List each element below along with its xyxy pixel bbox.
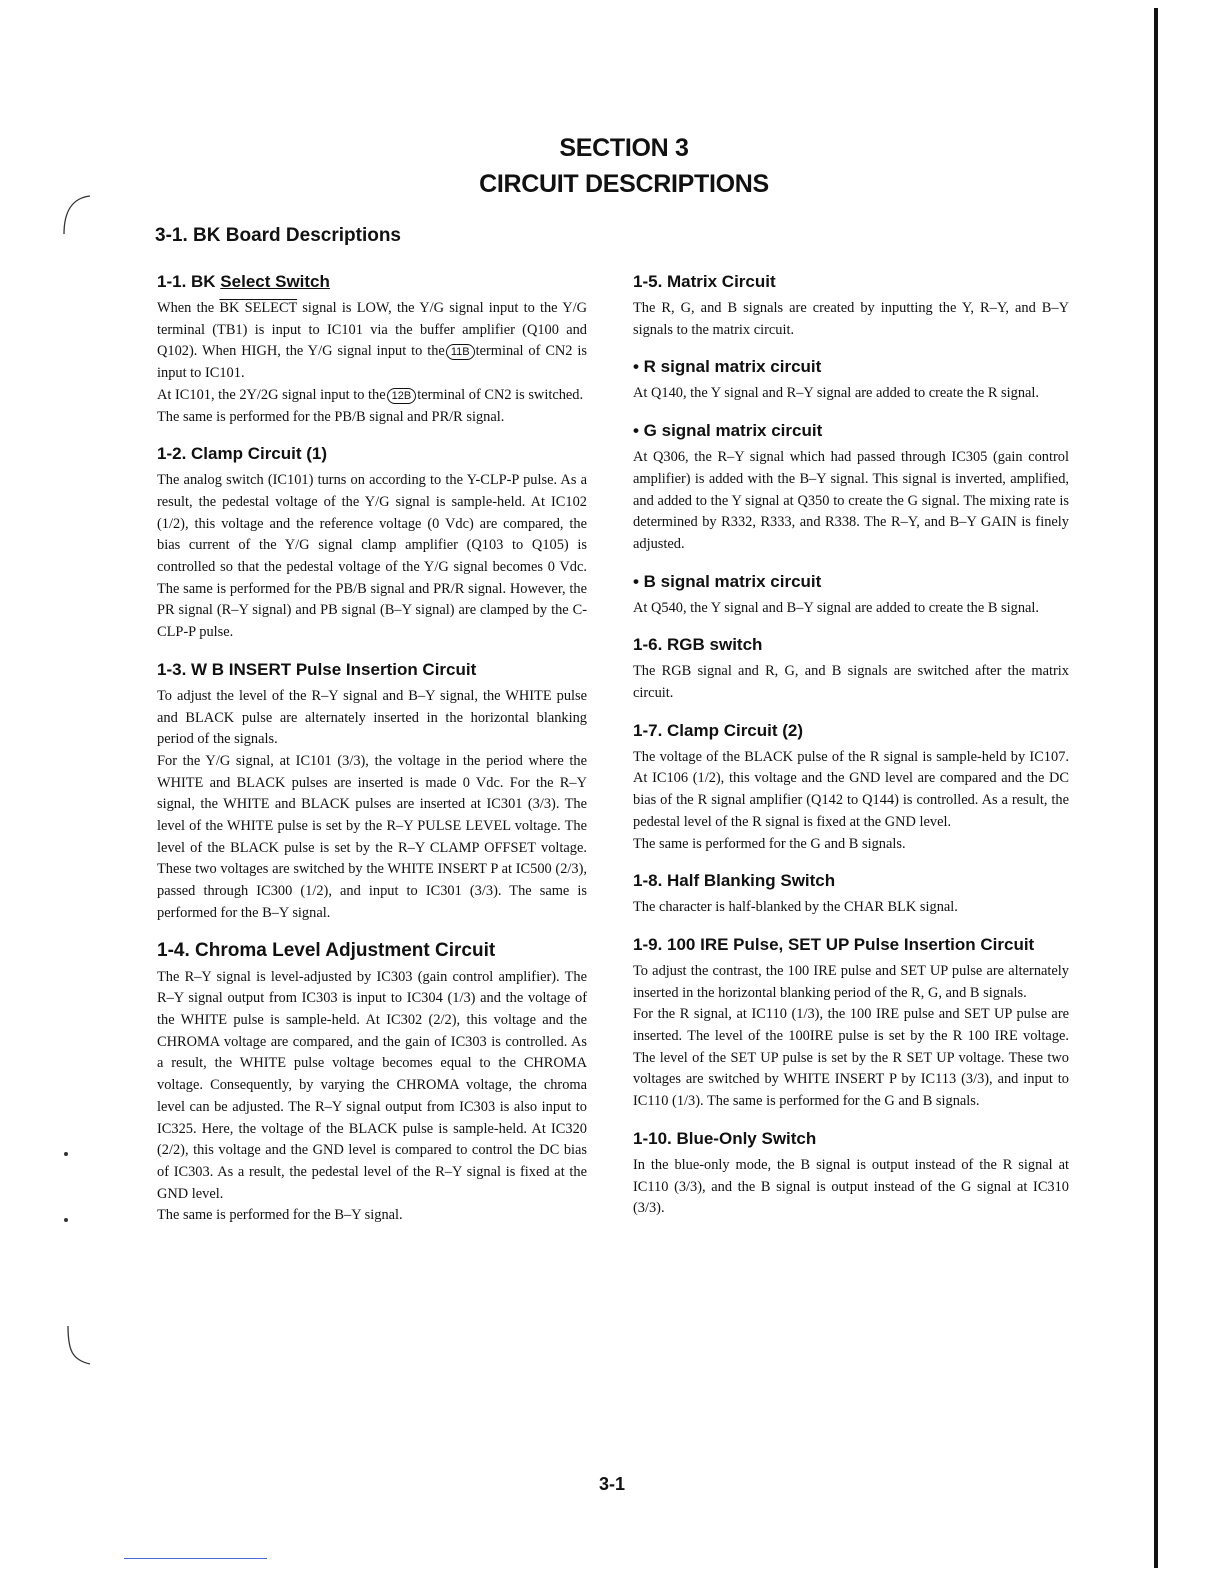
- terminal-badge: 12B: [387, 388, 417, 404]
- heading-1-7: 1-7. Clamp Circuit (2): [633, 720, 804, 740]
- section-heading: 3-1. BK Board Descriptions: [155, 225, 401, 246]
- text-run: When the: [157, 300, 220, 316]
- heading-1-10: 1-10. Blue-Only Switch: [633, 1128, 817, 1148]
- text-run: terminal of CN2 is switched.: [417, 386, 584, 403]
- paragraph: The character is half-blanked by the CHAR BLK signal.: [633, 899, 958, 916]
- right-column: [633, 270, 1069, 1220]
- paragraph: The analog switch (IC101) turns on according to the Y-CLP-P pulse. As a result, the pedestal voltage of the Y/G signal is sample-held. At IC102 (1/2), this voltage and the reference voltage (0 Vdc) are compared, the bias current of the Y/G signal clamp amplifier (Q103 to Q105) is controlled so that the pedestal voltage of the Y/G signal becomes 0 Vdc. The same is performed for the PB/B signal and PR/R signal. However, the PR signal (R–Y signal) and PB signal (B–Y signal) are clamped by the C-CLP-P pulse.: [157, 472, 587, 641]
- paragraph: The same is performed for the PB/B signal and PR/R signal.: [157, 408, 505, 425]
- paragraph: At Q140, the Y signal and R–Y signal are added to create the R signal.: [633, 385, 1040, 402]
- paragraph: The R, G, and B signals are created by inputting the Y, R–Y, and B–Y signals to the matrix circuit.: [633, 300, 1069, 338]
- paragraph: The same is performed for the B–Y signal.: [157, 1207, 403, 1224]
- heading-number: 1-1. BK: [157, 272, 221, 291]
- text-run: At IC101, the 2Y/2G signal input to the: [157, 386, 386, 403]
- heading-title: Select Switch: [220, 272, 330, 291]
- heading-1-4: 1-4. Chroma Level Adjustment Circuit: [157, 939, 496, 961]
- page-title: CIRCUIT DESCRIPTIONS: [479, 170, 769, 198]
- footer-rule: [124, 1558, 267, 1559]
- margin-dot: [64, 1218, 68, 1222]
- overlined-signal: BK SELECT: [219, 300, 298, 316]
- margin-bracket-bottom: [58, 1320, 98, 1370]
- paragraph: The same is performed for the G and B signals.: [633, 835, 906, 852]
- heading-1-8: 1-8. Half Blanking Switch: [633, 871, 836, 891]
- left-column: [157, 270, 587, 1227]
- paragraph: The voltage of the BLACK pulse of the R signal is sample-held by IC107. At IC106 (1/2), this voltage and the GND level are compared and the DC bias of the R signal amplifier (Q142 to Q144) is controlled. As a result, the pedestal level of the R signal is fixed at the GND level.: [633, 748, 1069, 830]
- heading-1-5: 1-5. Matrix Circuit: [633, 272, 776, 291]
- paragraph: To adjust the contrast, the 100 IRE pulse and SET UP pulse are alternately inserted in the horizontal blanking period of the R, G, and B signals.: [633, 962, 1069, 1001]
- heading-1-9: 1-9. 100 IRE Pulse, SET UP Pulse Insertion Circuit: [633, 934, 1035, 954]
- paragraph: [157, 385, 587, 407]
- margin-dot: [64, 1152, 68, 1156]
- section-number: SECTION 3: [559, 134, 689, 162]
- paragraph: For the R signal, at IC110 (1/3), the 100 IRE pulse and SET UP pulse are inserted. The level of the 100IRE pulse is set by the R 100 IRE voltage. The level of the SET UP pulse is set by the R SET UP voltage. These two voltages are switched by WHITE INSERT P by IC113 (3/3), and input to IC110 (1/3). The same is performed for the G and B signals.: [633, 1006, 1069, 1110]
- paragraph: To adjust the level of the R–Y signal and B–Y signal, the WHITE pulse and BLACK pulse are alternately inserted in the horizontal blanking period of the signals.: [157, 687, 587, 748]
- paragraph: At Q540, the Y signal and B–Y signal are added to create the B signal.: [633, 599, 1040, 616]
- scan-edge-bar: [1154, 8, 1158, 1568]
- subheading-g-matrix: • G signal matrix circuit: [633, 421, 823, 441]
- heading-1-6: 1-6. RGB switch: [633, 635, 763, 655]
- page-number: 3-1: [598, 1474, 625, 1494]
- subheading-r-matrix: • R signal matrix circuit: [633, 357, 822, 377]
- paragraph: For the Y/G signal, at IC101 (3/3), the voltage in the period where the WHITE and BLACK pulses are inserted is made 0 Vdc. For the R–Y signal, the WHITE and BLACK pulses are inserted at IC301 (3/3). The level of the WHITE pulse is set by the R–Y PULSE LEVEL voltage. The level of the BLACK pulse is set by the R–Y CLAMP OFFSET voltage. These two voltages are switched by the WHITE INSERT P at IC500 (2/3), passed through IC300 (1/2), and input to IC301 (3/3). The same is performed for the B–Y signal.: [157, 752, 587, 921]
- paragraph: At Q306, the R–Y signal which had passed through IC305 (gain control amplifier) is added with the B–Y signal. This signal is inverted, amplified, and added to the Y signal at Q350 to create the G signal. The mixing rate is determined by R332, R333, and R338. The R–Y, and B–Y GAIN is finely adjusted.: [633, 449, 1069, 552]
- text-run: terminal of CN2 is input to IC101.: [157, 343, 588, 382]
- paragraph: [157, 298, 587, 385]
- paragraph: The RGB signal and R, G, and B signals are switched after the matrix circuit.: [633, 663, 1069, 702]
- text-run: signal is LOW, the Y/G signal input to the Y/G terminal (TB1) is input to IC101 via the buffer amplifier (Q100 and Q102). When HIGH, the Y/G signal input to the: [157, 300, 588, 360]
- terminal-badge: 11B: [446, 344, 475, 360]
- subheading-b-matrix: • B signal matrix circuit: [633, 571, 822, 591]
- heading-1-1: [157, 270, 587, 294]
- heading-1-3: 1-3. W B INSERT Pulse Insertion Circuit: [157, 659, 477, 679]
- paragraph: In the blue-only mode, the B signal is output instead of the R signal at IC110 (3/3), and the B signal is output instead of the G signal at IC310 (3/3).: [633, 1156, 1069, 1217]
- heading-1-2: 1-2. Clamp Circuit (1): [157, 444, 328, 464]
- paragraph: The R–Y signal is level-adjusted by IC303 (gain control amplifier). The R–Y signal output from IC303 is input to IC304 (1/3) and the voltage of the WHITE pulse is sample-held. At IC302 (2/2), this voltage and the CHROMA voltage are compared, and the gain of IC303 is controlled. As a result, the WHITE pulse voltage becomes equal to the CHROMA voltage. Consequently, by varying the CHROMA voltage, the chroma level can be adjusted. The R–Y signal output from IC303 is also input to IC325. Here, the voltage of the BLACK pulse is sample-held. At IC320 (2/2), this voltage and the GND level is compared to control the DC bias of IC303. As a result, the pedestal level of the R–Y signal is fixed at the GND level.: [157, 968, 587, 1202]
